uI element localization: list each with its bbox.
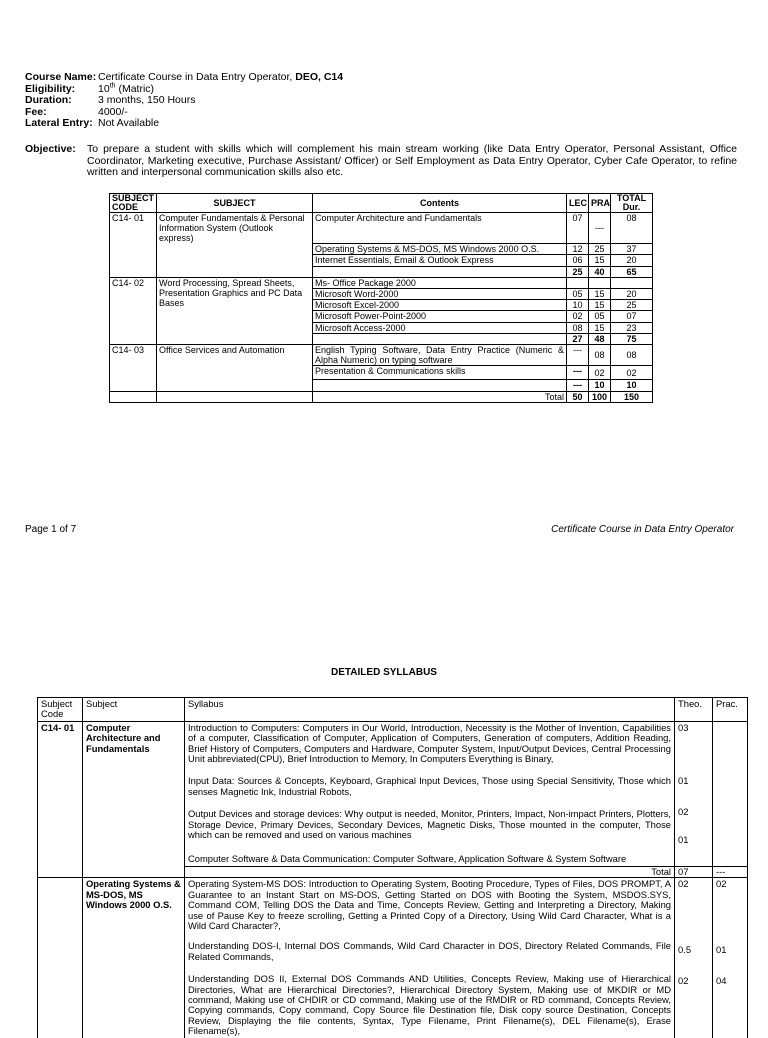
spacer: [678, 817, 709, 835]
empty-cell: [110, 288, 157, 299]
subtotal-row: [110, 333, 653, 344]
row-total: 25: [611, 300, 653, 311]
syllabus-theo: [675, 721, 713, 866]
empty-cell: [313, 333, 567, 344]
empty-cell: [157, 380, 313, 391]
syllabus-heading: DETAILED SYLLABUS: [331, 667, 437, 678]
syllabus-theo: [675, 878, 713, 1038]
syllabus-total-theo: 07: [675, 866, 713, 877]
objective-label: Objective:: [25, 143, 76, 155]
empty-cell: [110, 266, 157, 277]
duration-label: Duration:: [25, 94, 72, 107]
syllabus-paragraph: Understanding DOS-I, Internal DOS Commands, Wild Card Character in DOS, Directory Related Commands, File Related Commands,: [188, 940, 671, 962]
group-code: C14- 02: [110, 277, 157, 288]
empty-cell: [110, 311, 157, 322]
page-number: Page 1 of 7: [25, 524, 77, 535]
row-total: [611, 277, 653, 288]
row-pra: 25: [589, 244, 611, 255]
empty-cell: [110, 244, 157, 255]
empty-cell: [38, 878, 83, 1038]
row-total: 20: [611, 288, 653, 299]
row-lec: 12: [567, 244, 589, 255]
header-prac: Prac.: [713, 698, 748, 722]
row-pra: 15: [589, 300, 611, 311]
subtotal-total: 10: [611, 380, 653, 391]
syllabus-row: [38, 878, 748, 1038]
header-contents: Contents: [313, 194, 567, 213]
subtotal-lec: ---: [567, 380, 589, 391]
spacer: [678, 955, 709, 976]
theo-value: 01: [678, 834, 689, 846]
empty-cell: [157, 266, 313, 277]
group-subject: [157, 277, 313, 309]
eligibility-num: 10: [98, 82, 110, 95]
empty-cell: [157, 333, 313, 344]
row-content: English Typing Software, Data Entry Practice (Numeric & Alpha Numeric) on typing software: [313, 344, 567, 365]
theo-value: 0.5: [678, 943, 692, 955]
row-pra: ---: [589, 213, 611, 244]
subtotal-pra: 40: [589, 266, 611, 277]
eligibility-rest: (Matric): [115, 82, 155, 95]
row-pra: 15: [589, 288, 611, 299]
empty-cell: [313, 380, 567, 391]
theo-value: 03: [678, 721, 689, 733]
group-code: C14- 03: [110, 344, 157, 365]
row-pra: 15: [589, 322, 611, 333]
row-lec: 10: [567, 300, 589, 311]
objective-text: To prepare a student with skills which will complement his main stream working (like Data Entry Operator, Personal Assistant, Office Coordinator, Marketing executive, Purchase Assistant/ Officer) or Self Employment as Data Entry Operator, Cyber Cafe Operator, to refine written and interpersonal communication skills also etc.: [87, 143, 737, 179]
row-lec: 05: [567, 288, 589, 299]
row-lec: 06: [567, 255, 589, 266]
row-pra: 08: [589, 344, 611, 365]
summary-row: [110, 366, 653, 380]
empty-cell: [110, 333, 157, 344]
row-total: 37: [611, 244, 653, 255]
syllabus-paragraph: Operating System-MS DOS: Introduction to Operating System, Booting Procedure, Types of Files, DOS PROMPT, A Guarantee to an Instant Start on MS-DOS, Getting Started on DOS with Booting the System, MSDOS.SYS, Command COM, Telling DOS the Data and Time, Concepts Review, Getting and Interpreting a Directory, Making use of Pause Key to freeze scrolling, Getting a Printed Copy of a Directory, Using Wild Card Character, What is a Wild Card Character?,: [188, 878, 671, 931]
spacer: [678, 787, 709, 807]
group-subject-text: Word Processing, Spread Sheets, Presentation Graphics and PC Data Bases: [159, 277, 303, 309]
row-lec: [567, 277, 589, 288]
row-content: Presentation & Communications skills: [313, 366, 567, 380]
row-pra: 02: [589, 366, 611, 380]
theo-value: 02: [678, 878, 689, 890]
eligibility-label: Eligibility:: [25, 82, 76, 95]
prac-value: 02: [716, 878, 727, 890]
syllabus-total-label: Total: [185, 866, 675, 877]
course-name-label: Course Name:: [25, 71, 97, 83]
subtotal-lec: 25: [567, 266, 589, 277]
row-content: Microsoft Excel-2000: [313, 300, 567, 311]
syllabus-subject-code: C14- 01: [38, 721, 83, 866]
syllabus-content: [185, 721, 675, 866]
row-content: Internet Essentials, Email & Outlook Express: [313, 255, 567, 266]
eligibility-sup: th: [109, 82, 116, 90]
syllabus-paragraph: Computer Software & Data Communication: Computer Software, Application Software & System Software: [188, 853, 627, 865]
row-content: Microsoft Power-Point-2000: [313, 311, 567, 322]
empty-cell: [157, 255, 313, 266]
empty-cell: [110, 380, 157, 391]
empty-cell: [110, 300, 157, 311]
course-name-row: [25, 72, 343, 84]
header-subject: SUBJECT: [157, 194, 313, 213]
row-total: 08: [611, 213, 653, 244]
row-pra: 05: [589, 311, 611, 322]
header-total-dur: TOTAL Dur.: [611, 194, 653, 213]
prac-value: 04: [716, 975, 727, 987]
header-pra: PRA: [589, 194, 611, 213]
lateral-entry-value: Not Available: [98, 117, 160, 130]
empty-cell: [110, 255, 157, 266]
row-total: 02: [611, 366, 653, 380]
spacer: [678, 890, 709, 945]
empty-cell: [110, 322, 157, 333]
course-code: DEO, C14: [295, 71, 344, 83]
empty-cell: [157, 322, 313, 333]
summary-row: [110, 277, 653, 288]
syllabus-paragraph: Output Devices and storage devices: Why output is needed, Monitor, Printers, Impact, Non-impact Printers, Plotters, Storage Device, Primary Devices, Secondary Devices, Magnetic Disks, Those mounted in the computer, Those which can be removed and used on various machines: [188, 808, 671, 841]
empty-cell: [157, 311, 313, 322]
empty-cell: [110, 366, 157, 380]
theo-value: 01: [678, 775, 689, 787]
row-lec: ---: [567, 366, 589, 380]
empty-cell: [713, 721, 748, 866]
theo-value: 02: [678, 805, 689, 817]
syllabus-row: [38, 721, 748, 866]
summary-row: [110, 322, 653, 333]
header-theo: Theo.: [675, 698, 713, 722]
subtotal-lec: 27: [567, 333, 589, 344]
grand-total-row: [110, 391, 653, 402]
course-name-text: Certificate Course in Data Entry Operator,: [98, 71, 296, 83]
syllabus-total-row: [38, 866, 748, 877]
empty-cell: [157, 244, 313, 255]
row-content: Ms- Office Package 2000: [313, 277, 567, 288]
row-lec: 02: [567, 311, 589, 322]
empty-cell: [157, 391, 313, 402]
syllabus-paragraph: Understanding DOS II, External DOS Commands AND Utilities, Concepts Review, Making use of Hierarchical Directories, What are Hierarchical Directories?, Hierarchical Directory System, Making use of MKDIR or MD command, Making use of CHDIR or CD command, Making use of the RMDIR or RD command, Concepts Review, Copying commands, Copy command, Copy Source file Destination file, Disk copy source Destination, Concepts Review, Displaying the file contents, Syntax, Type Filename, Print Filename(s), DEL Filename(s), Erase Filename(s),: [188, 973, 671, 1037]
lateral-entry-row: [25, 118, 343, 130]
grand-total-label: Total: [313, 391, 567, 402]
group-subject: Office Services and Automation: [157, 344, 313, 365]
empty-cell: [83, 866, 185, 877]
fee-value: 4000/-: [98, 105, 128, 118]
syllabus-paragraph: Introduction to Computers: Computers in Our World, Introduction, Necessity is the Mother of Invention, Capabilities of a computer, Classification of Computer, Application of Computers, Generation of computers, Addition Reading, Brief History of Computers, Computers and Hardware, Computer System, Input/Output Devices, Central Processing Unit abbreviated(CPU), Brief Introduction to Memory, In Computers Everything is Binary,: [188, 721, 671, 765]
duration-row: [25, 95, 343, 107]
empty-cell: [110, 391, 157, 402]
syllabus-subject: Operating Systems & MS-DOS, MS Windows 2000 O.S.: [83, 878, 185, 1038]
header-syllabus: Syllabus: [185, 698, 675, 722]
syllabus-content: [185, 878, 675, 1038]
header-subject-code: Subject Code: [38, 698, 83, 722]
summary-header-row: [110, 194, 653, 213]
row-lec: ---: [567, 344, 589, 365]
subtotal-row: [110, 380, 653, 391]
subtotal-pra: 10: [589, 380, 611, 391]
summary-row: [110, 213, 653, 244]
spacer: [678, 733, 709, 776]
row-total: 23: [611, 322, 653, 333]
subtotal-row: [110, 266, 653, 277]
summary-table: [109, 193, 653, 403]
row-total: 20: [611, 255, 653, 266]
empty-cell: [313, 266, 567, 277]
group-subject: Computer Fundamentals & Personal Information System (Outlook express): [157, 213, 313, 244]
group-code: C14- 01: [110, 213, 157, 244]
grand-total-lec: 50: [567, 391, 589, 402]
row-content: Operating Systems & MS-DOS, MS Windows 2000 O.S.: [313, 244, 567, 255]
syllabus-prac: [713, 878, 748, 1038]
row-total: 08: [611, 344, 653, 365]
summary-row: [110, 311, 653, 322]
subtotal-total: 65: [611, 266, 653, 277]
header-lec: LEC: [567, 194, 589, 213]
row-content: Computer Architecture and Fundamentals: [313, 213, 567, 244]
objective: [25, 144, 737, 179]
spacer: [716, 955, 744, 976]
syllabus-header-row: [38, 698, 748, 722]
row-lec: 08: [567, 322, 589, 333]
summary-row: [110, 244, 653, 255]
spacer: [716, 890, 744, 945]
theo-value: 02: [678, 975, 689, 987]
summary-row: [110, 344, 653, 365]
prac-value: 01: [716, 943, 727, 955]
row-content: Microsoft Word-2000: [313, 288, 567, 299]
header-subject: Subject: [83, 698, 185, 722]
row-lec: 07: [567, 213, 589, 244]
subtotal-total: 75: [611, 333, 653, 344]
row-content: Microsoft Access-2000: [313, 322, 567, 333]
fee-label: Fee:: [25, 105, 47, 118]
duration-value: 3 months, 150 Hours: [98, 94, 196, 107]
grand-total-total: 150: [611, 391, 653, 402]
course-info: [25, 72, 343, 130]
lateral-entry-label: Lateral Entry:: [25, 117, 93, 130]
header-subject-code: SUBJECT CODE: [110, 194, 157, 213]
syllabus-paragraph: Input Data: Sources & Concepts, Keyboard, Graphical Input Devices, Those using Special Sensitivity, Those which senses Magnetic Ink, Industrial Robots,: [188, 775, 671, 797]
row-pra: [589, 277, 611, 288]
syllabus-table: [37, 697, 748, 1038]
subtotal-pra: 48: [589, 333, 611, 344]
empty-cell: [38, 866, 83, 877]
summary-row: [110, 255, 653, 266]
footer-title: Certificate Course in Data Entry Operator: [551, 524, 734, 535]
empty-cell: [157, 366, 313, 380]
grand-total-pra: 100: [589, 391, 611, 402]
syllabus-subject: Computer Architecture and Fundamentals: [83, 721, 185, 866]
row-total: 07: [611, 311, 653, 322]
paragraph-gap: [188, 840, 671, 854]
row-pra: 15: [589, 255, 611, 266]
syllabus-total-prac: ---: [713, 866, 748, 877]
